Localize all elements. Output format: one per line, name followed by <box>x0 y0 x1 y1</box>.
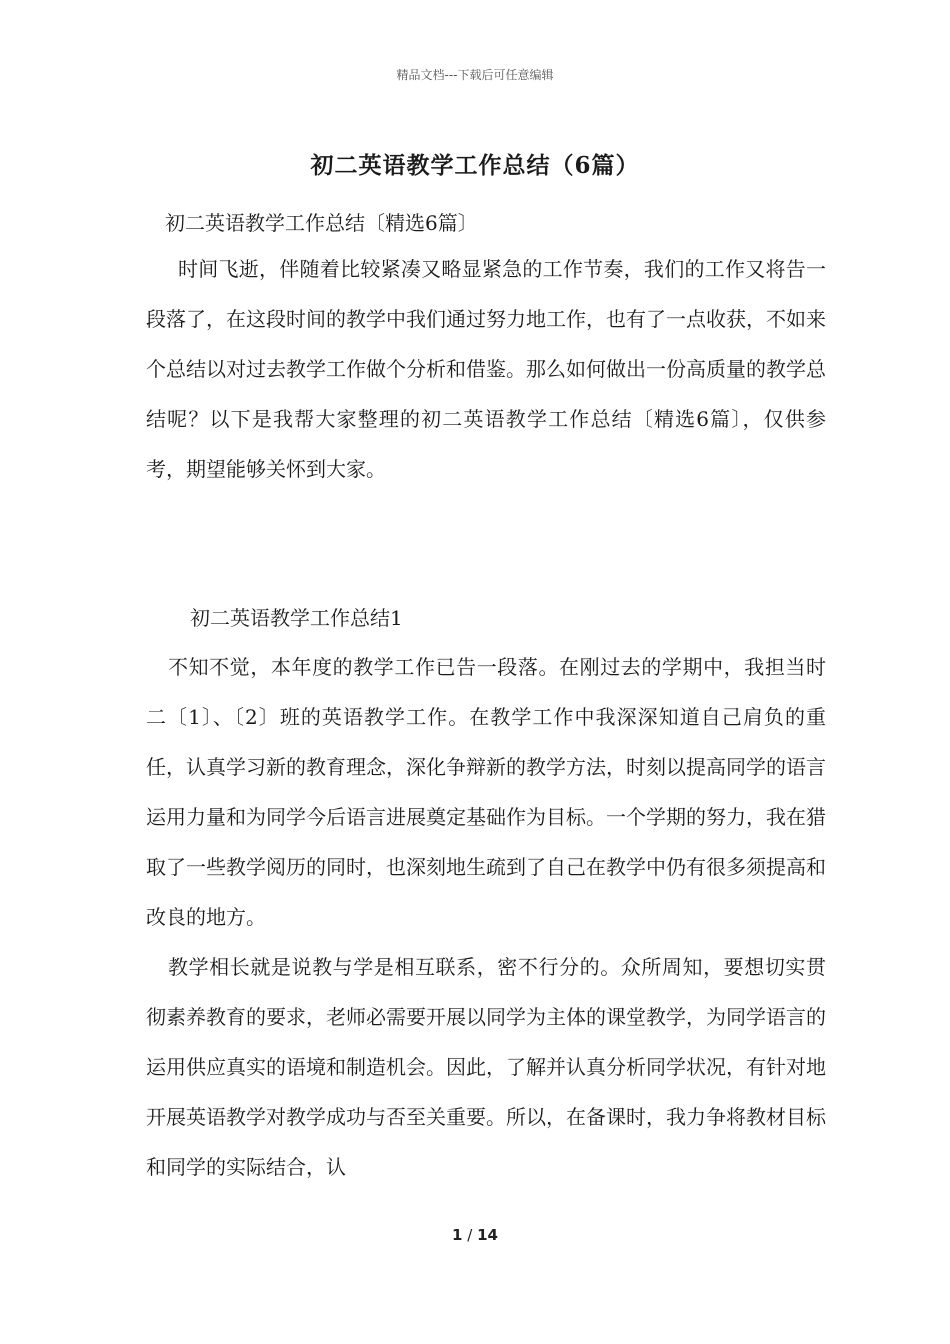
header-note: 精品文档---下载后可任意编辑 <box>396 68 554 82</box>
section-heading: 初二英语教学工作总结1 <box>190 606 403 630</box>
current-page-number: 1 <box>452 1226 463 1244</box>
document-subtitle: 初二英语教学工作总结〔精选6篇〕 <box>165 211 478 235</box>
page-separator: / <box>462 1226 478 1244</box>
intro-section <box>146 244 826 494</box>
document-title: 初二英语教学工作总结（6篇） <box>310 152 640 179</box>
section-1-body <box>146 642 826 1192</box>
intro-paragraph: 时间飞逝，伴随着比较紧凑又略显紧急的工作节奏，我们的工作又将告一段落了，在这段时间的教学中我们通过努力地工作，也有了一点收获，不如来个总结以对过去教学工作做个分析和借鉴。那么如何做出一份高质量的教学总结呢？以下是我帮大家整理的初二英语教学工作总结〔精选6篇〕，仅供参考，期望能够关怀到大家。 <box>146 257 826 481</box>
section-paragraph: 不知不觉，本年度的教学工作已告一段落。在刚过去的学期中，我担当时二〔1〕、〔2〕班的英语教学工作。在教学工作中我深深知道自己肩负的重任，认真学习新的教育理念，深化争辩新的教学方法，时刻以提高同学的语言运用力量和为同学今后语言进展奠定基础作为目标。一个学期的努力，我在猎取了一些教学阅历的同时，也深刻地生疏到了自己在教学中仍有很多须提高和改良的地方。 <box>146 655 826 929</box>
total-pages-number: 14 <box>477 1226 498 1244</box>
section-paragraph: 教学相长就是说教与学是相互联系，密不行分的。众所周知，要想切实贯彻素养教育的要求，老师必需要开展以同学为主体的课堂教学，为同学语言的运用供应真实的语境和制造机会。因此，了解并认真分析同学状况，有针对地开展英语教学对教学成功与否至关重要。所以，在备课时，我力争将教材目标和同学的实际结合，认 <box>146 955 826 1179</box>
page-number <box>0 1226 950 1244</box>
